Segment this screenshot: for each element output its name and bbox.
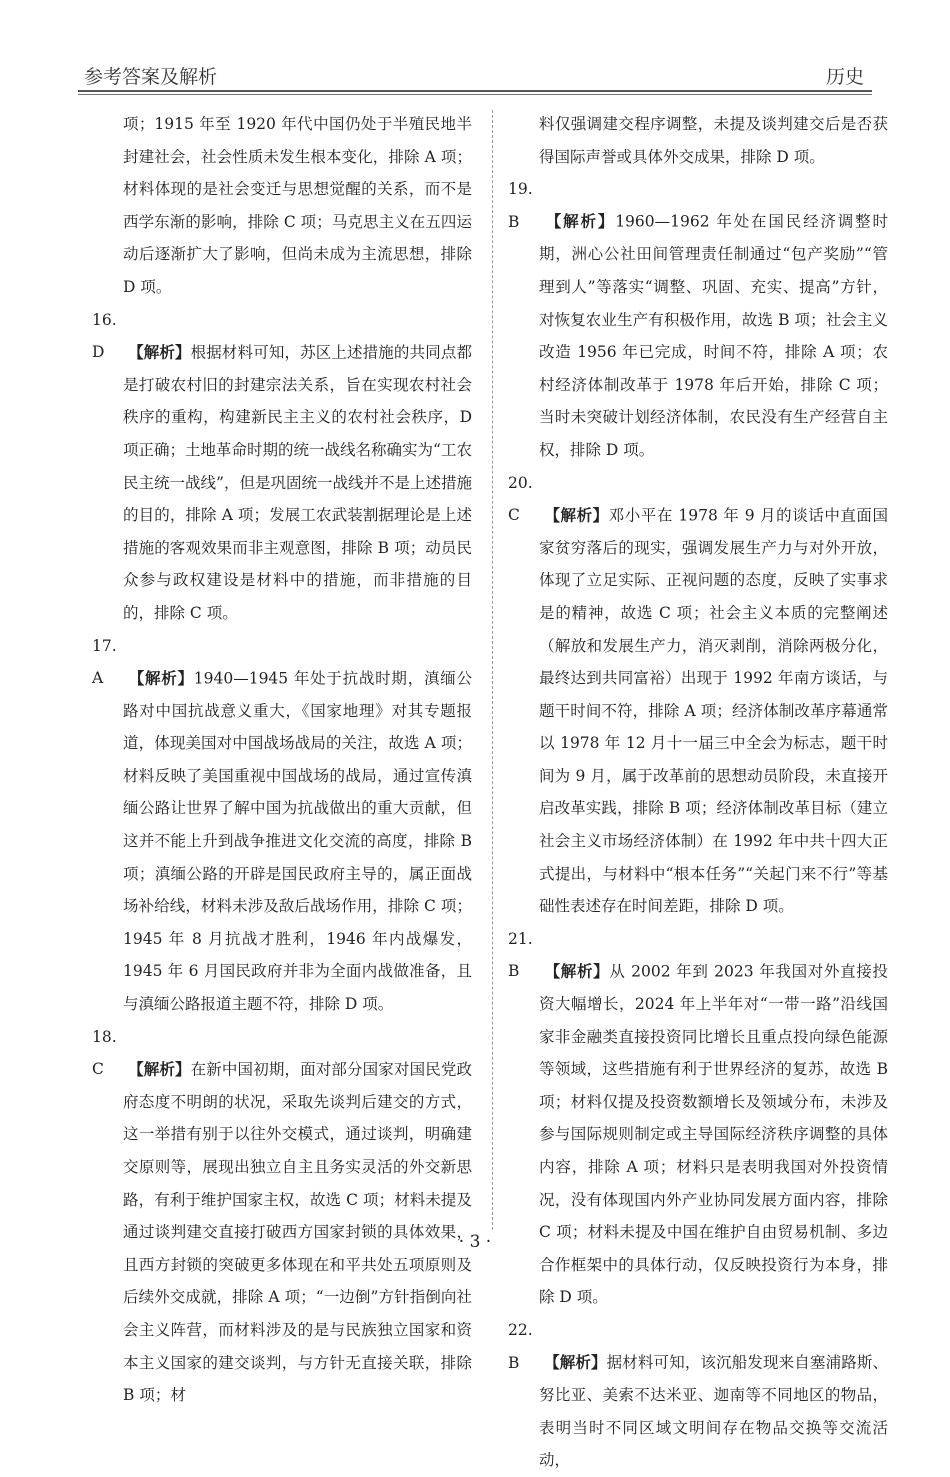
answer-item-20 — [508, 467, 888, 923]
answer-item-22 — [508, 1314, 888, 1477]
analysis-tag: 【解析】 — [544, 962, 610, 981]
column-divider — [492, 110, 493, 1230]
analysis-tag: 【解析】 — [544, 506, 609, 525]
analysis-tag: 【解析】 — [128, 669, 194, 688]
header-title: 参考答案及解析 — [84, 66, 218, 88]
analysis-text: 从 2002 年到 2023 年我国对外直接投资大幅增长，2024 年上半年对“一带一路”沿线国家非金融类直接投资同比增长且重点投向绿色能源等领域，这些措施有利于世界经济的复苏，故选 B 项；材料仅提及投资数额增长及领域分布，未涉及参与国际规则制定或主导国际经济秩序调整的具体内容，排除 A 项；材料只是表明我国对外投资情况，没有体现国内外产业协同发展方面内容，排除 C 项；材料未提及中国在维护自由贸易机制、多边合作框架中的具体行动，仅反映投资行为本身，排除 D 项。 — [539, 962, 888, 1307]
answer-item-21 — [508, 923, 888, 1314]
answer-item-16 — [92, 304, 472, 630]
analysis-tag: 【解析】 — [544, 1353, 607, 1372]
analysis-text: 在新中国初期，面对部分国家对国民党政府态度不明朗的状况，采取先谈判后建交的方式，这一举措有别于以往外交模式，通过谈判，明确建交原则等，展现出独立自主且务实灵活的外交新思路，有利于维护国家主权，故选 C 项；材料未提及通过谈判建交直接打破西方国家封锁的具体效果，且西方封锁的突破更多体现在和平共处五项原则及后续外交成就，排除 A 项；“一边倒”方针指倒向社会主义阵营，而材料涉及的是与民族独立国家和资本主义国家的建交谈判，与方针无直接关联，排除 B 项；材 — [123, 1060, 472, 1405]
answer-item-18 — [92, 1021, 472, 1412]
right-column — [508, 108, 888, 1477]
answer-number: 19. B — [508, 180, 533, 231]
answer-number: 21. B — [508, 929, 533, 981]
answer-number: 18. C — [92, 1027, 117, 1079]
header-subject: 历史 — [825, 66, 864, 88]
answer-item-19 — [508, 173, 888, 466]
analysis-text: 根据材料可知，苏区上述措施的共同点都是打破农村旧的封建宗法关系，旨在实现农村社会秩序的重构，构建新民主主义的农村社会秩序，D 项正确；土地革命时期的统一战线名称确实为“工农民主统一战线”，但是巩固统一战线并不是上述措施的目的，排除 A 项；发展工农武装割据理论是上述措施的客观效果而非主观意图，排除 B 项；动员民众参与政权建设是材料中的措施，而非措施的目的，排除 C 项。 — [123, 343, 472, 622]
analysis-tag: 【解析】 — [545, 212, 616, 231]
analysis-text: 据材料可知，该沉船发现来自塞浦路斯、努比亚、美索不达米亚、迦南等不同地区的物品，表明当时不同区域文明间存在物品交换等交流活动， — [539, 1353, 888, 1470]
analysis-tag: 【解析】 — [128, 343, 191, 362]
answer-number: 16. D — [92, 310, 117, 362]
header-rule — [78, 90, 872, 92]
analysis-text: 1940—1945 年处于抗战时期，滇缅公路对中国抗战意义重大，《国家地理》对其专题报道，体现美国对中国战场战局的关注，故选 A 项；材料反映了美国重视中国战场的战局，通过宣传滇缅公路让世界了解中国为抗战做出的重大贡献，但这并不能上升到战争推进文化交流的高度，排除 B 项；滇缅公路的开辟是国民政府主导的，属正面战场补给线，材料未涉及敌后战场作用，排除 C 项；1945 年 8 月抗战才胜利，1946 年内战爆发，1945 年 6 月国民政府并非为全面内战做准备，且与滇缅公路报道主题不符，排除 D 项。 — [123, 669, 472, 1014]
analysis-text: 邓小平在 1978 年 9 月的谈话中直面国家贫穷落后的现实，强调发展生产力与对外开放，体现了立足实际、正视问题的态度，反映了实事求是的精神，故选 C 项；社会主义本质的完整阐述（解放和发展生产力，消灭剥削，消除两极分化，最终达到共同富裕）出现于 1992 年南方谈话，与题干时间不符，排除 A 项；经济体制改革序幕通常以 1978 年 12 月十一届三中全会为标志，题干时间为 9 月，属于改革前的思想动员阶段，未直接开启改革实践，排除 B 项；经济体制改革目标（建立社会主义市场经济体制）在 1992 年中共十四大正式提出，与材料中“根本任务”“关起门来不行”等基础性表述存在时间差距，排除 D 项。 — [539, 506, 888, 916]
left-column — [92, 108, 472, 1412]
answer-number: 17. A — [92, 636, 117, 688]
analysis-text: 1960—1962 年处在国民经济调整时期，洲心公社田间管理责任制通过“包产奖励”“管理到人”等落实“调整、巩固、充实、提高”方针，对恢复农业生产有积极作用，故选 B 项；社会主义改造 1956 年已完成，时间不符，排除 A 项；农村经济体制改革于 1978 年后开始，排除 C 项；当时未突破计划经济体制，农民没有生产经营自主权，排除 D 项。 — [539, 212, 888, 459]
answer-number: 22. B — [508, 1320, 533, 1372]
page-number: · 3 · — [458, 1232, 492, 1252]
answer-number: 20. C — [508, 473, 533, 525]
analysis-tag: 【解析】 — [128, 1060, 191, 1079]
header-rule-thin — [78, 94, 872, 95]
page-header — [78, 60, 872, 94]
continuation-text: 项；1915 年至 1920 年代中国仍处于半殖民地半封建社会，社会性质未发生根本变化，排除 A 项；材料体现的是社会变迁与思想觉醒的关系，而不是西学东渐的影响，排除 C 项；马克思主义在五四运动后逐渐扩大了影响，但尚未成为主流思想，排除 D 项。 — [123, 115, 472, 296]
answer-item-17 — [92, 630, 472, 1021]
continuation-text: 料仅强调建交程序调整，未提及谈判建交后是否获得国际声誉或具体外交成果，排除 D 项。 — [539, 115, 888, 166]
